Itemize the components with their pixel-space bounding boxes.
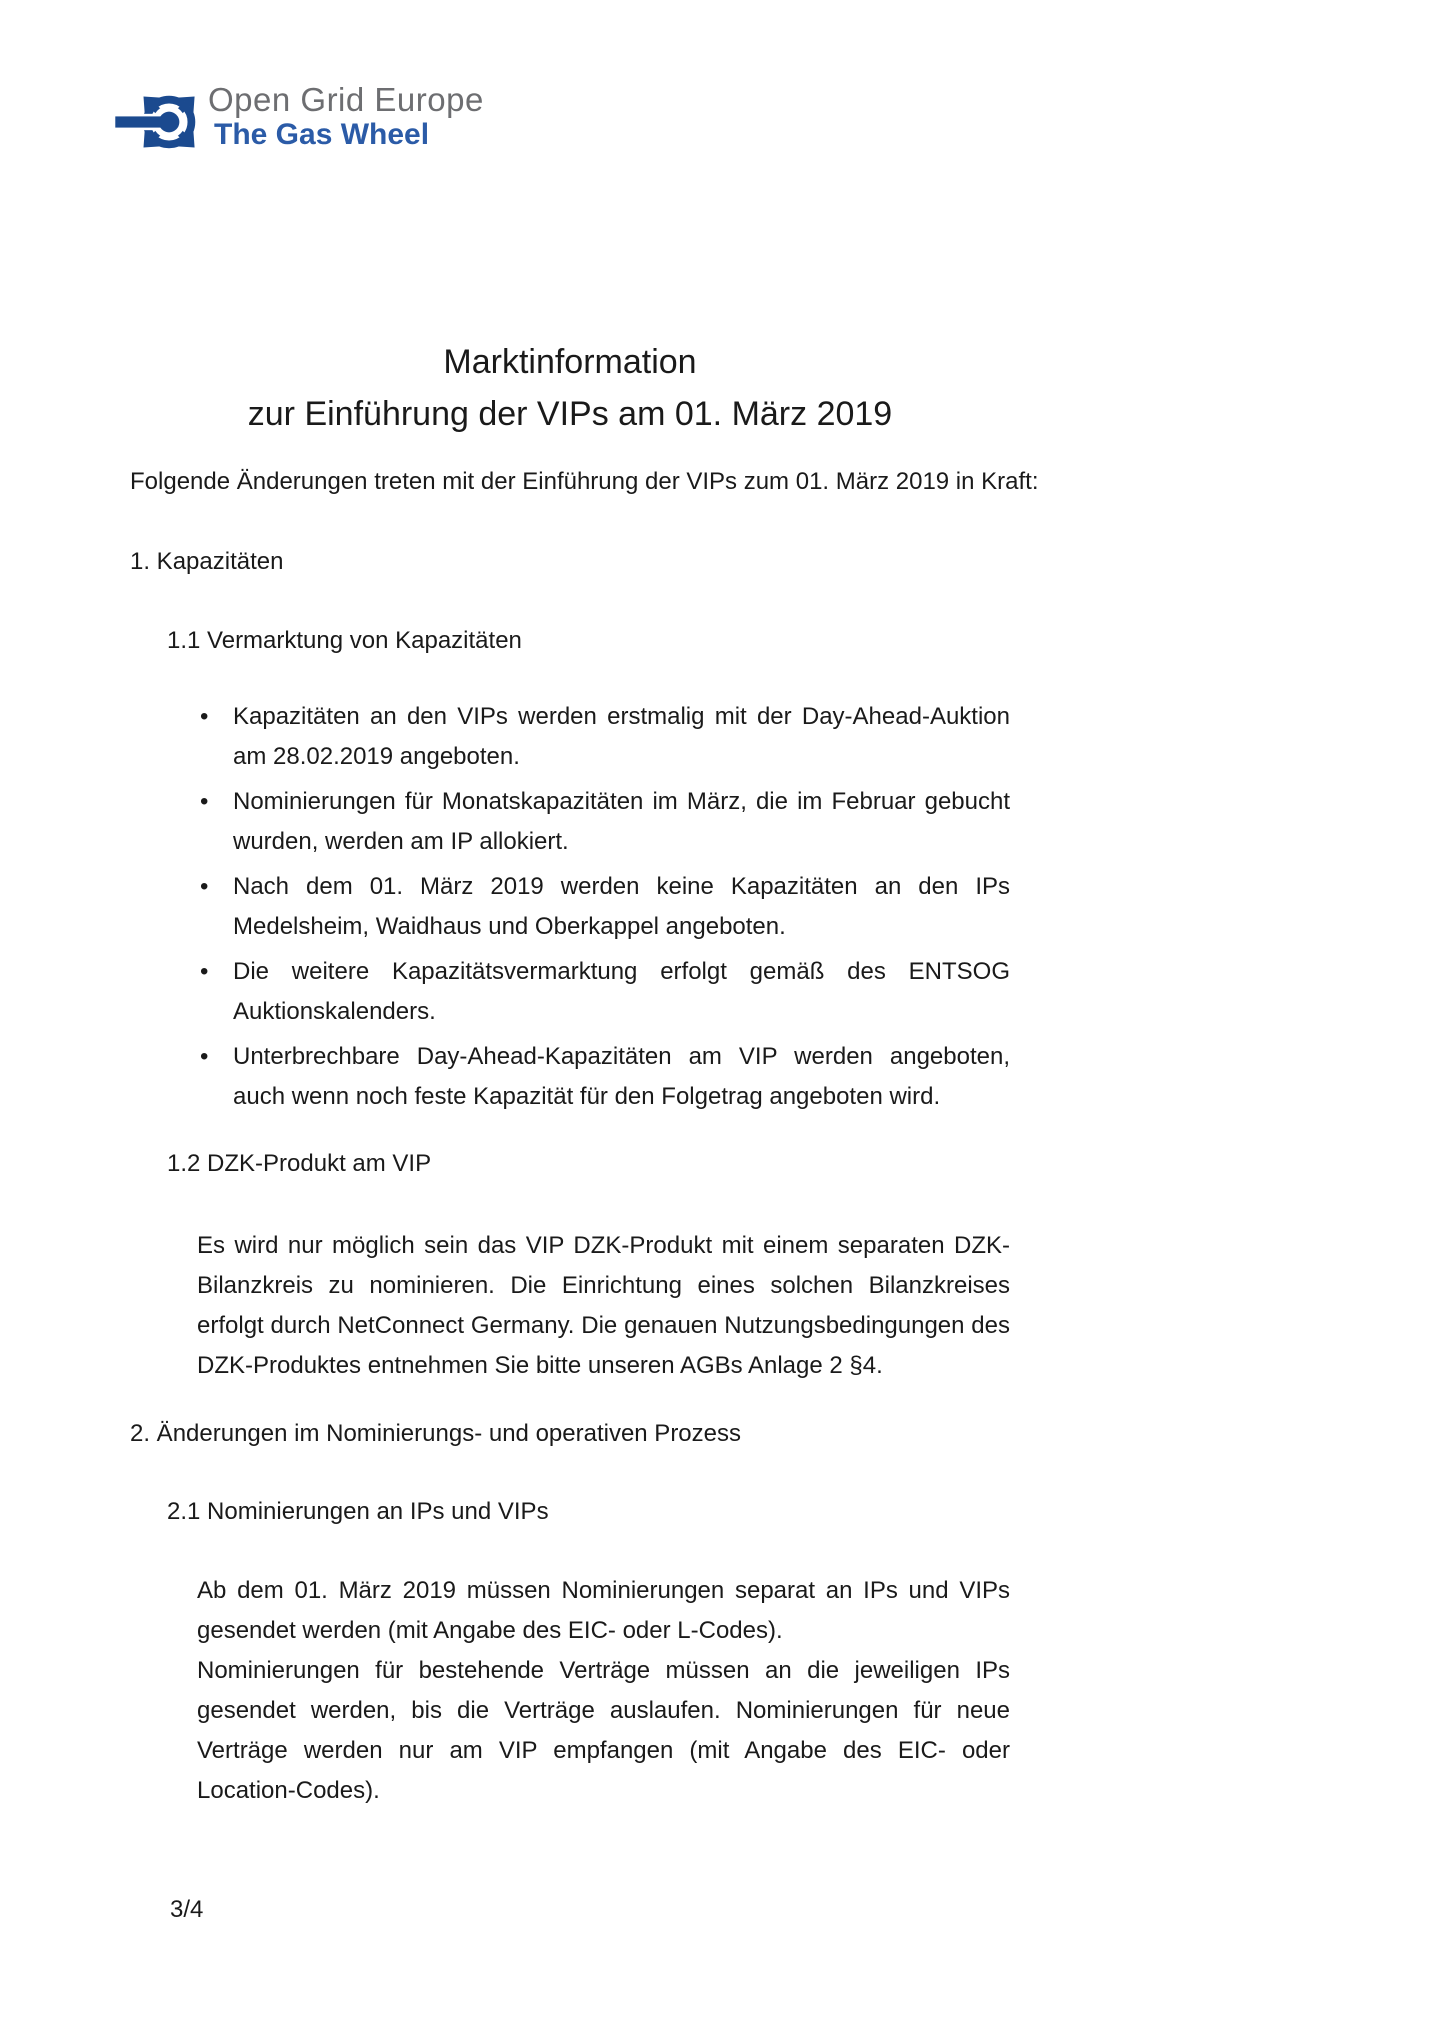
section-1-heading: 1. Kapazitäten: [130, 548, 284, 575]
bullet-text: Kapazitäten an den VIPs werden erstmalig mit der Day-Ahead-Auktion am 28.02.2019 angeboten.: [233, 703, 1010, 770]
section-1-2-heading: 1.2 DZK-Produkt am VIP: [167, 1150, 432, 1177]
title-line-2: zur Einführung der VIPs am 01. März 2019: [247, 395, 893, 433]
bullet-icon: •: [200, 788, 209, 815]
nomination-paragraph-2: Nominierungen für bestehende Verträge müssen an die jeweiligen IPs gesendet werden, bis die Verträge auslaufen. Nominierungen für neue Verträge werden nur am VIP empfangen (mit Angabe des EIC- oder Location-Codes).: [197, 1657, 1010, 1804]
bullet-text: Nominierungen für Monatskapazitäten im März, die im Februar gebucht wurden, werden am IP allokiert.: [233, 788, 1010, 855]
intro-paragraph: Folgende Änderungen treten mit der Einführung der VIPs zum 01. März 2019 in Kraft:: [130, 468, 1039, 495]
page-number: 3/4: [170, 1896, 204, 1923]
section-2-heading: 2. Änderungen im Nominierungs- und operativen Prozess: [130, 1420, 742, 1447]
bullet-icon: •: [200, 958, 209, 985]
list-item: [130, 782, 1010, 862]
document-title: [130, 336, 1010, 440]
section-1-1-heading: 1.1 Vermarktung von Kapazitäten: [167, 627, 522, 654]
bullet-icon: •: [200, 703, 209, 730]
bullet-text: Unterbrechbare Day-Ahead-Kapazitäten am VIP werden angeboten, auch wenn noch feste Kapazität für den Folgetrag angeboten wird.: [233, 1043, 1010, 1110]
capacity-bullet-list: [130, 697, 1010, 1122]
section-2-1-heading: 2.1 Nominierungen an IPs und VIPs: [167, 1498, 549, 1525]
document-body: [130, 0, 1039, 2038]
list-item: [130, 697, 1010, 777]
list-item: [130, 867, 1010, 947]
dzk-paragraph: Es wird nur möglich sein das VIP DZK-Produkt mit einem separaten DZK-Bilanzkreis zu nominieren. Die Einrichtung eines solchen Bilanzkreises erfolgt durch NetConnect Germany. Die genauen Nutzungsbedingungen des DZK-Produktes entnehmen Sie bitte unseren AGBs Anlage 2 §4.: [197, 1232, 1010, 1379]
brand-name: Open Grid Europe: [208, 81, 484, 118]
nomination-paragraph-1: Ab dem 01. März 2019 müssen Nominierungen separat an IPs und VIPs gesendet werden (mit Angabe des EIC- oder L-Codes).: [197, 1577, 1010, 1644]
list-item: [130, 952, 1010, 1032]
bullet-icon: •: [200, 1043, 209, 1070]
bullet-text: Die weitere Kapazitätsvermarktung erfolgt gemäß des ENTSOG Auktionskalenders.: [233, 958, 1010, 1025]
bullet-text: Nach dem 01. März 2019 werden keine Kapazitäten an den IPs Medelsheim, Waidhaus und Oberkappel angeboten.: [233, 873, 1010, 940]
brand-tagline: The Gas Wheel: [214, 118, 430, 151]
bullet-icon: •: [200, 873, 209, 900]
title-line-1: Marktinformation: [443, 343, 697, 381]
nomination-paragraphs: [130, 1571, 1010, 1811]
list-item: [130, 1037, 1010, 1117]
